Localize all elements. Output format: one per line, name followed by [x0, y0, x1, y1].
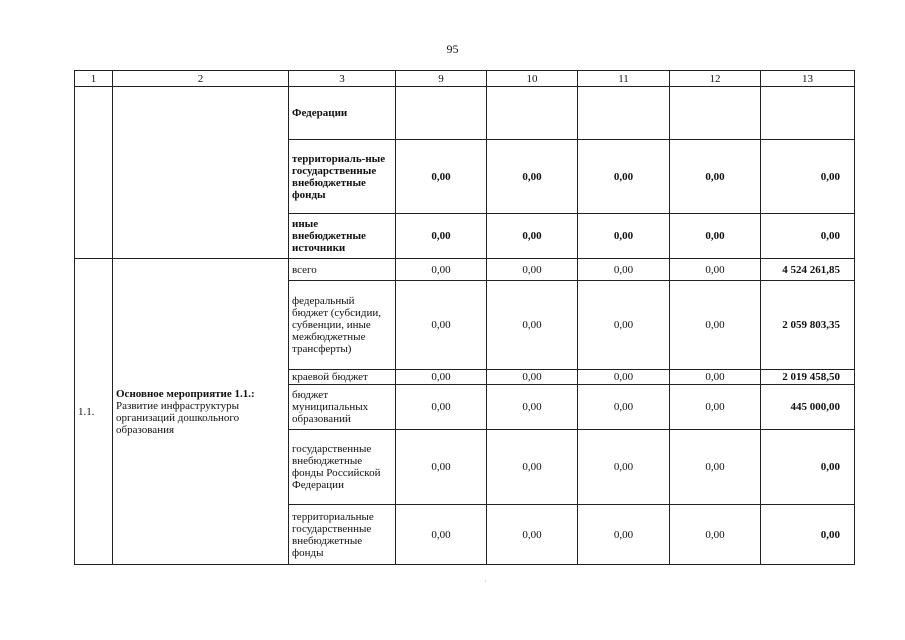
- column-header: 13: [761, 71, 855, 87]
- column-header: 10: [487, 71, 578, 87]
- value-cell: 0,00: [487, 214, 578, 259]
- value-cell: 0,00: [670, 259, 761, 281]
- funding-source: всего: [289, 259, 396, 281]
- value-cell: 0,00: [670, 430, 761, 505]
- value-cell: 0,00: [578, 214, 670, 259]
- table-row: [75, 259, 855, 281]
- value-cell: 0,00: [761, 505, 855, 565]
- value-cell: 0,00: [487, 370, 578, 385]
- value-cell: 0,00: [578, 140, 670, 214]
- value-cell: 0,00: [487, 281, 578, 370]
- value-cell: 0,00: [396, 140, 487, 214]
- value-cell: 0,00: [396, 385, 487, 430]
- measure-title: Основное мероприятие 1.1.:: [116, 387, 255, 400]
- value-cell: [670, 87, 761, 140]
- value-cell: [487, 87, 578, 140]
- column-header: 9: [396, 71, 487, 87]
- row-number-cell: 1.1.: [75, 259, 113, 565]
- table-row: [75, 87, 855, 140]
- value-cell: 0,00: [487, 140, 578, 214]
- value-cell: 0,00: [670, 214, 761, 259]
- value-cell: 0,00: [761, 140, 855, 214]
- table-header-row: [75, 71, 855, 87]
- funding-source: иные внебюджетные источники: [289, 214, 396, 259]
- value-cell: 0,00: [578, 281, 670, 370]
- funding-source: федеральный бюджет (субсидии, субвенции, иные межбюджетные трансферты): [289, 281, 396, 370]
- page-number: 95: [446, 42, 459, 56]
- value-cell: 445 000,00: [761, 385, 855, 430]
- value-cell: 0,00: [578, 259, 670, 281]
- value-cell: 0,00: [670, 281, 761, 370]
- value-cell: 0,00: [670, 370, 761, 385]
- value-cell: 0,00: [578, 370, 670, 385]
- column-header: 11: [578, 71, 670, 87]
- value-cell: 0,00: [578, 430, 670, 505]
- column-header: 1: [75, 71, 113, 87]
- funding-source: территориальные государственные внебюджетные фонды: [289, 505, 396, 565]
- value-cell: 0,00: [396, 430, 487, 505]
- value-cell: 0,00: [670, 505, 761, 565]
- value-cell: 0,00: [487, 259, 578, 281]
- value-cell: 0,00: [761, 214, 855, 259]
- value-cell: 0,00: [487, 385, 578, 430]
- value-cell: 0,00: [578, 505, 670, 565]
- value-cell: 0,00: [396, 370, 487, 385]
- measure-description: Развитие инфраструктуры организаций дошкольного образования: [116, 399, 240, 436]
- column-header: 3: [289, 71, 396, 87]
- value-cell: [396, 87, 487, 140]
- value-cell: 0,00: [578, 385, 670, 430]
- value-cell: 2 019 458,50: [761, 370, 855, 385]
- value-cell: 0,00: [396, 214, 487, 259]
- value-cell: 4 524 261,85: [761, 259, 855, 281]
- value-cell: 0,00: [396, 259, 487, 281]
- budget-table: [74, 70, 855, 565]
- value-cell: 0,00: [670, 385, 761, 430]
- value-cell: [761, 87, 855, 140]
- measure-cell: [113, 87, 289, 259]
- value-cell: [578, 87, 670, 140]
- column-header: 12: [670, 71, 761, 87]
- value-cell: 0,00: [761, 430, 855, 505]
- value-cell: 0,00: [487, 430, 578, 505]
- footer-mark: ·: [484, 577, 487, 586]
- funding-source: государственные внебюджетные фонды Российской Федерации: [289, 430, 396, 505]
- value-cell: 2 059 803,35: [761, 281, 855, 370]
- value-cell: 0,00: [487, 505, 578, 565]
- funding-source: территориаль-ные государственные внебюджетные фонды: [289, 140, 396, 214]
- measure-cell: [113, 259, 289, 565]
- value-cell: 0,00: [670, 140, 761, 214]
- column-header: 2: [113, 71, 289, 87]
- funding-source: Федерации: [289, 87, 396, 140]
- value-cell: 0,00: [396, 281, 487, 370]
- row-number-cell: [75, 87, 113, 259]
- value-cell: 0,00: [396, 505, 487, 565]
- funding-source: краевой бюджет: [289, 370, 396, 385]
- funding-source: бюджет муниципальных образований: [289, 385, 396, 430]
